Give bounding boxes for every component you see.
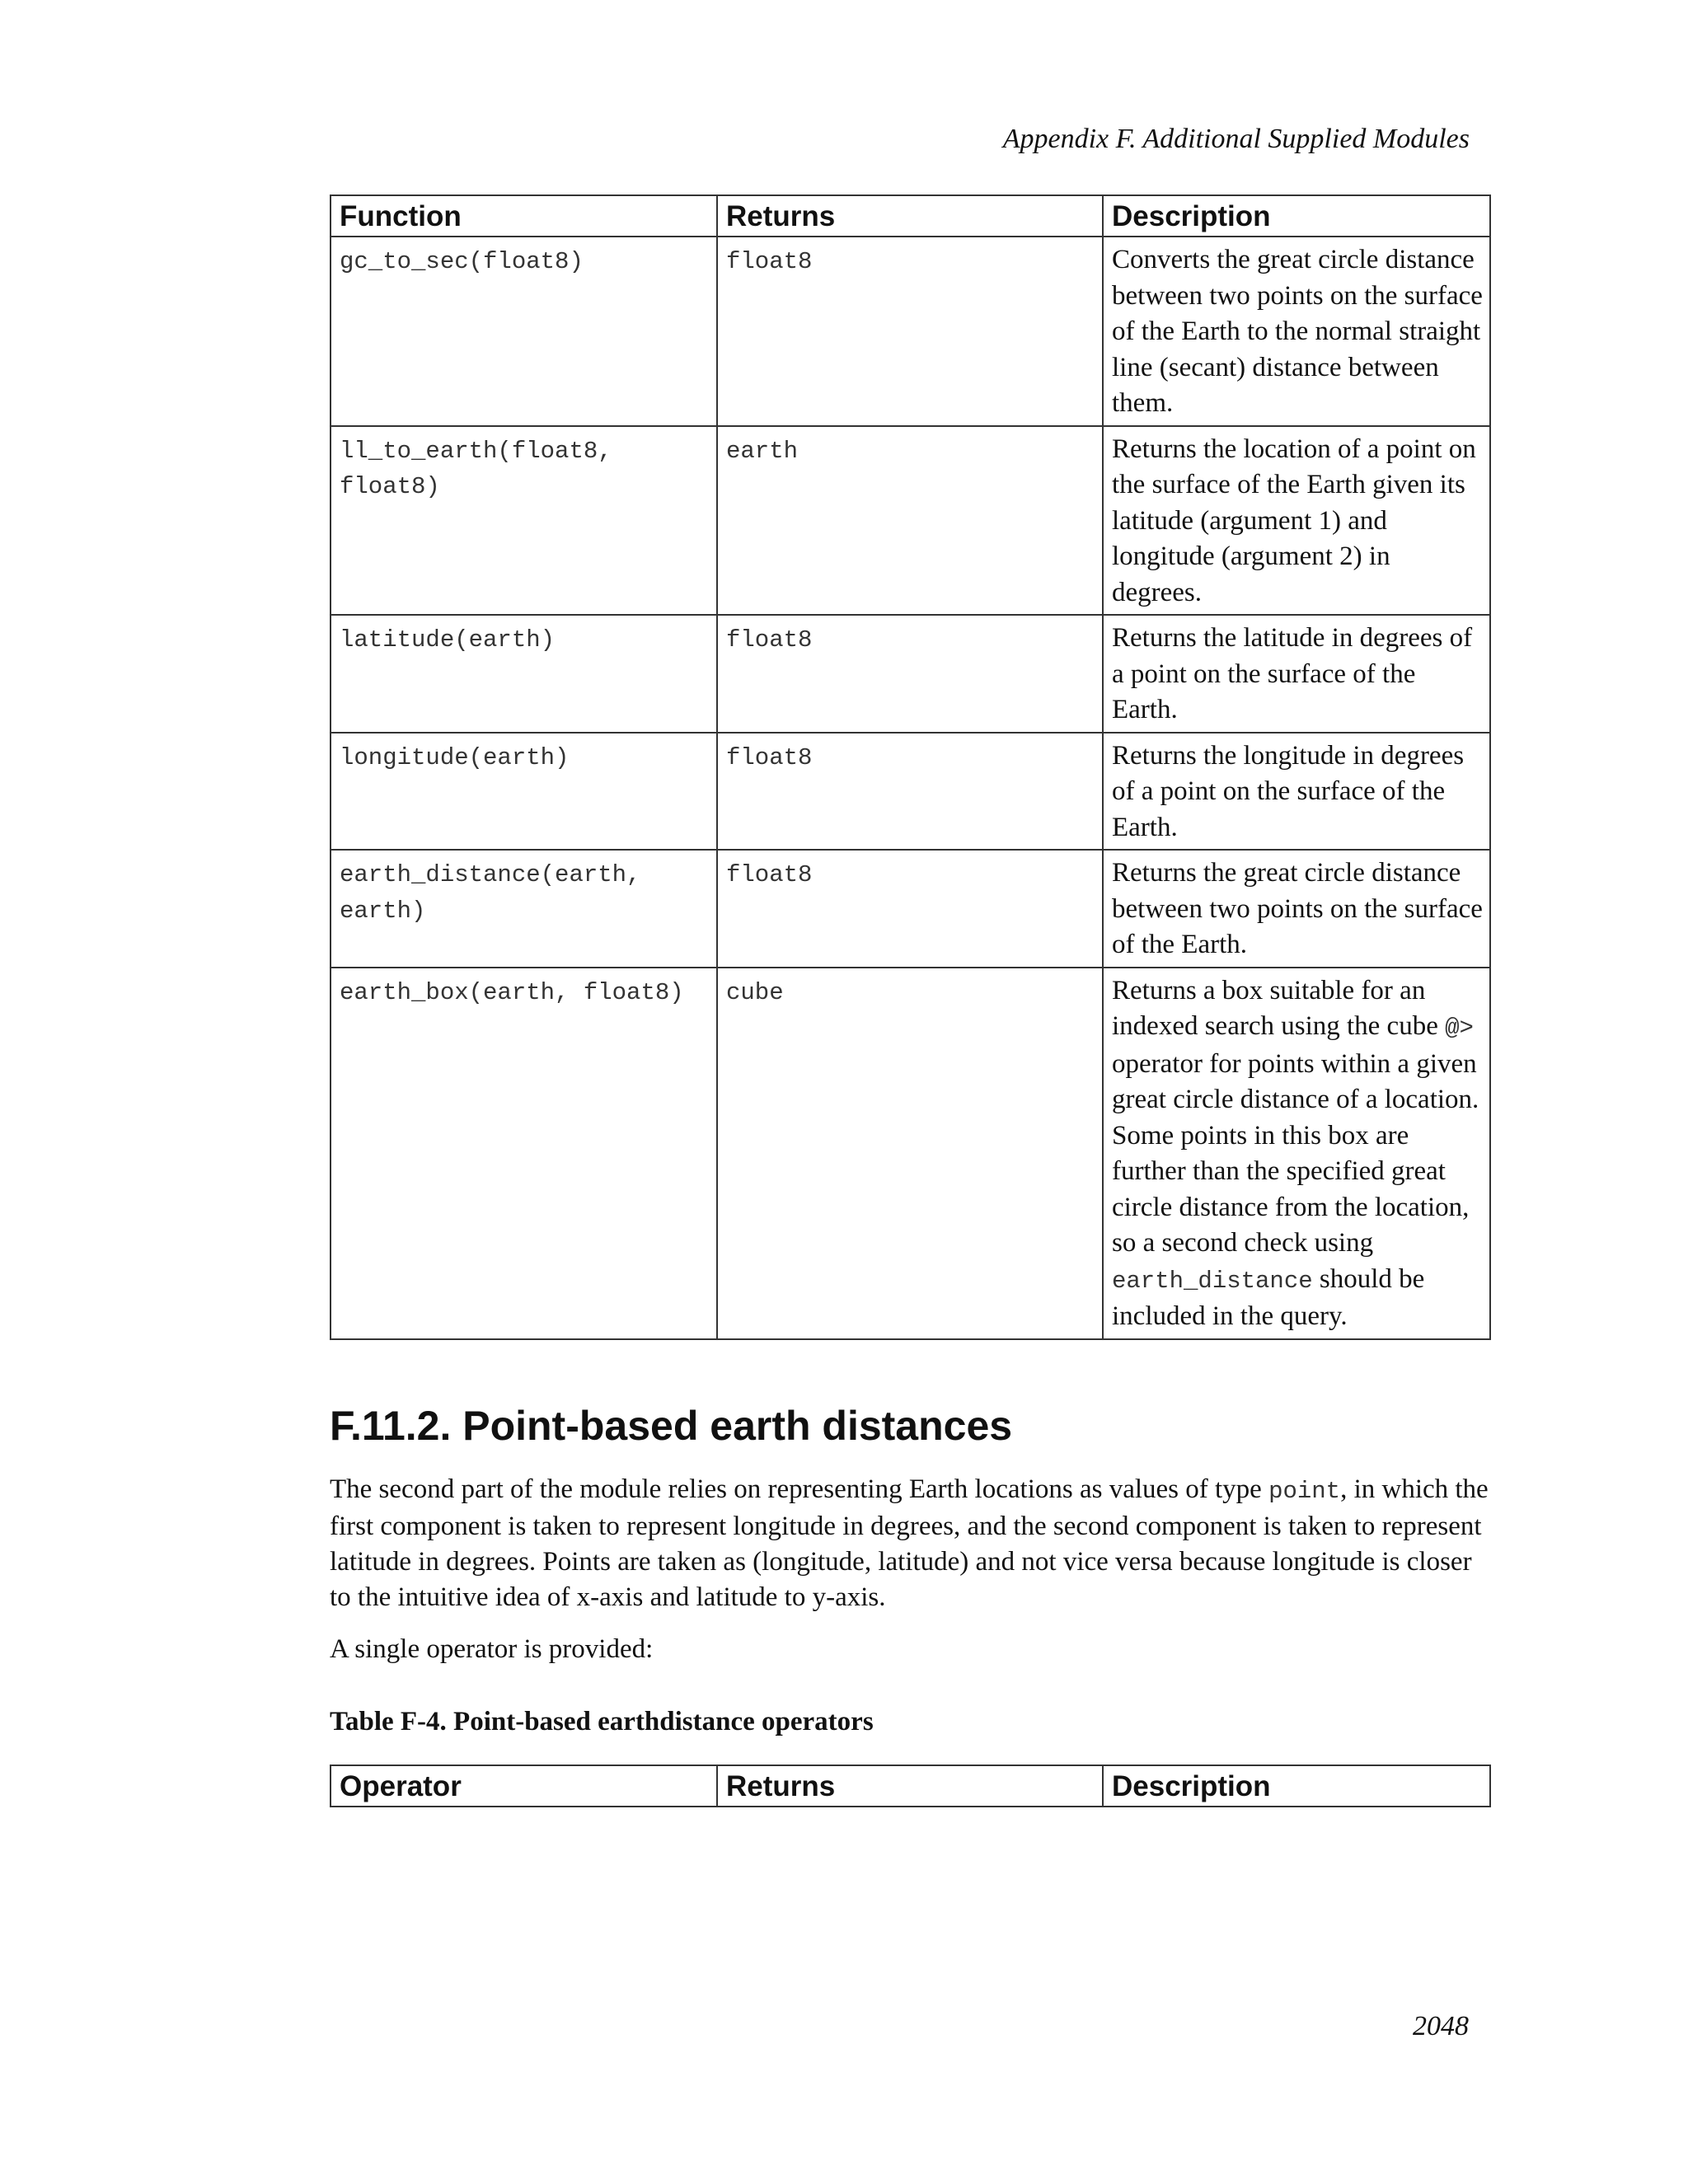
column-header-function: Function <box>331 195 717 237</box>
description-text: should be included in the query. <box>1112 1263 1425 1331</box>
description-cell: Returns the longitude in degrees of a point on the surface of the Earth. <box>1103 733 1490 851</box>
table-row <box>331 615 1490 733</box>
inline-code: earth_distance <box>1112 1267 1313 1295</box>
function-cell: latitude(earth) <box>331 615 717 733</box>
column-header-returns: Returns <box>717 195 1103 237</box>
table-caption: Table F-4. Point-based earthdistance operators <box>330 1707 874 1736</box>
returns-cell: earth <box>717 426 1103 616</box>
table-row <box>331 968 1490 1339</box>
functions-table <box>330 194 1491 1340</box>
inline-code: @> <box>1445 1015 1474 1042</box>
running-header: Appendix F. Additional Supplied Modules <box>1002 124 1470 154</box>
page-number: 2048 <box>1413 2011 1469 2041</box>
description-cell <box>1103 968 1490 1339</box>
description-text: Returns a box suitable for an indexed search using the cube <box>1112 975 1446 1041</box>
table-header-row <box>331 195 1490 237</box>
function-cell: earth_box(earth, float8) <box>331 968 717 1339</box>
description-text: operator for points within a given great circle distance of a location. Some points in this box are further than the specified great circle distance from the location, so a second check using <box>1112 1048 1479 1258</box>
function-cell: earth_distance(earth, earth) <box>331 850 717 968</box>
body-paragraph <box>330 1472 1492 1615</box>
column-header-description: Description <box>1103 1765 1490 1807</box>
function-cell: ll_to_earth(float8, float8) <box>331 426 717 616</box>
table-row <box>331 850 1490 968</box>
column-header-description: Description <box>1103 195 1490 237</box>
column-header-returns: Returns <box>717 1765 1103 1807</box>
returns-cell: float8 <box>717 615 1103 733</box>
table-header-row <box>331 1765 1490 1807</box>
table-row <box>331 733 1490 851</box>
operators-table <box>330 1765 1491 1807</box>
description-cell: Returns the latitude in degrees of a point on the surface of the Earth. <box>1103 615 1490 733</box>
returns-cell: cube <box>717 968 1103 1339</box>
section-heading: F.11.2. Point-based earth distances <box>330 1403 1013 1449</box>
description-cell: Returns the great circle distance between two points on the surface of the Earth. <box>1103 850 1490 968</box>
returns-cell: float8 <box>717 850 1103 968</box>
description-cell: Returns the location of a point on the surface of the Earth given its latitude (argument 1) and longitude (argument 2) in degrees. <box>1103 426 1490 616</box>
column-header-operator: Operator <box>331 1765 717 1807</box>
table-row <box>331 237 1490 426</box>
inline-code: point <box>1268 1478 1341 1505</box>
returns-cell: float8 <box>717 733 1103 851</box>
description-cell: Converts the great circle distance between two points on the surface of the Earth to the normal straight line (secant) distance between them. <box>1103 237 1490 426</box>
function-cell: longitude(earth) <box>331 733 717 851</box>
returns-cell: float8 <box>717 237 1103 426</box>
paragraph-text: The second part of the module relies on representing Earth locations as values of type <box>330 1474 1269 1504</box>
table-row <box>331 426 1490 616</box>
function-cell: gc_to_sec(float8) <box>331 237 717 426</box>
body-paragraph: A single operator is provided: <box>330 1634 654 1664</box>
paragraph-text: , in which the first component is taken to represent longitude in degrees, and the second component is taken to represent latitude in degrees. Points are taken as (longitude, latitude) and not vice versa because longitude is closer to the intuitive idea of x-axis and latitude to y-axis. <box>330 1474 1489 1612</box>
